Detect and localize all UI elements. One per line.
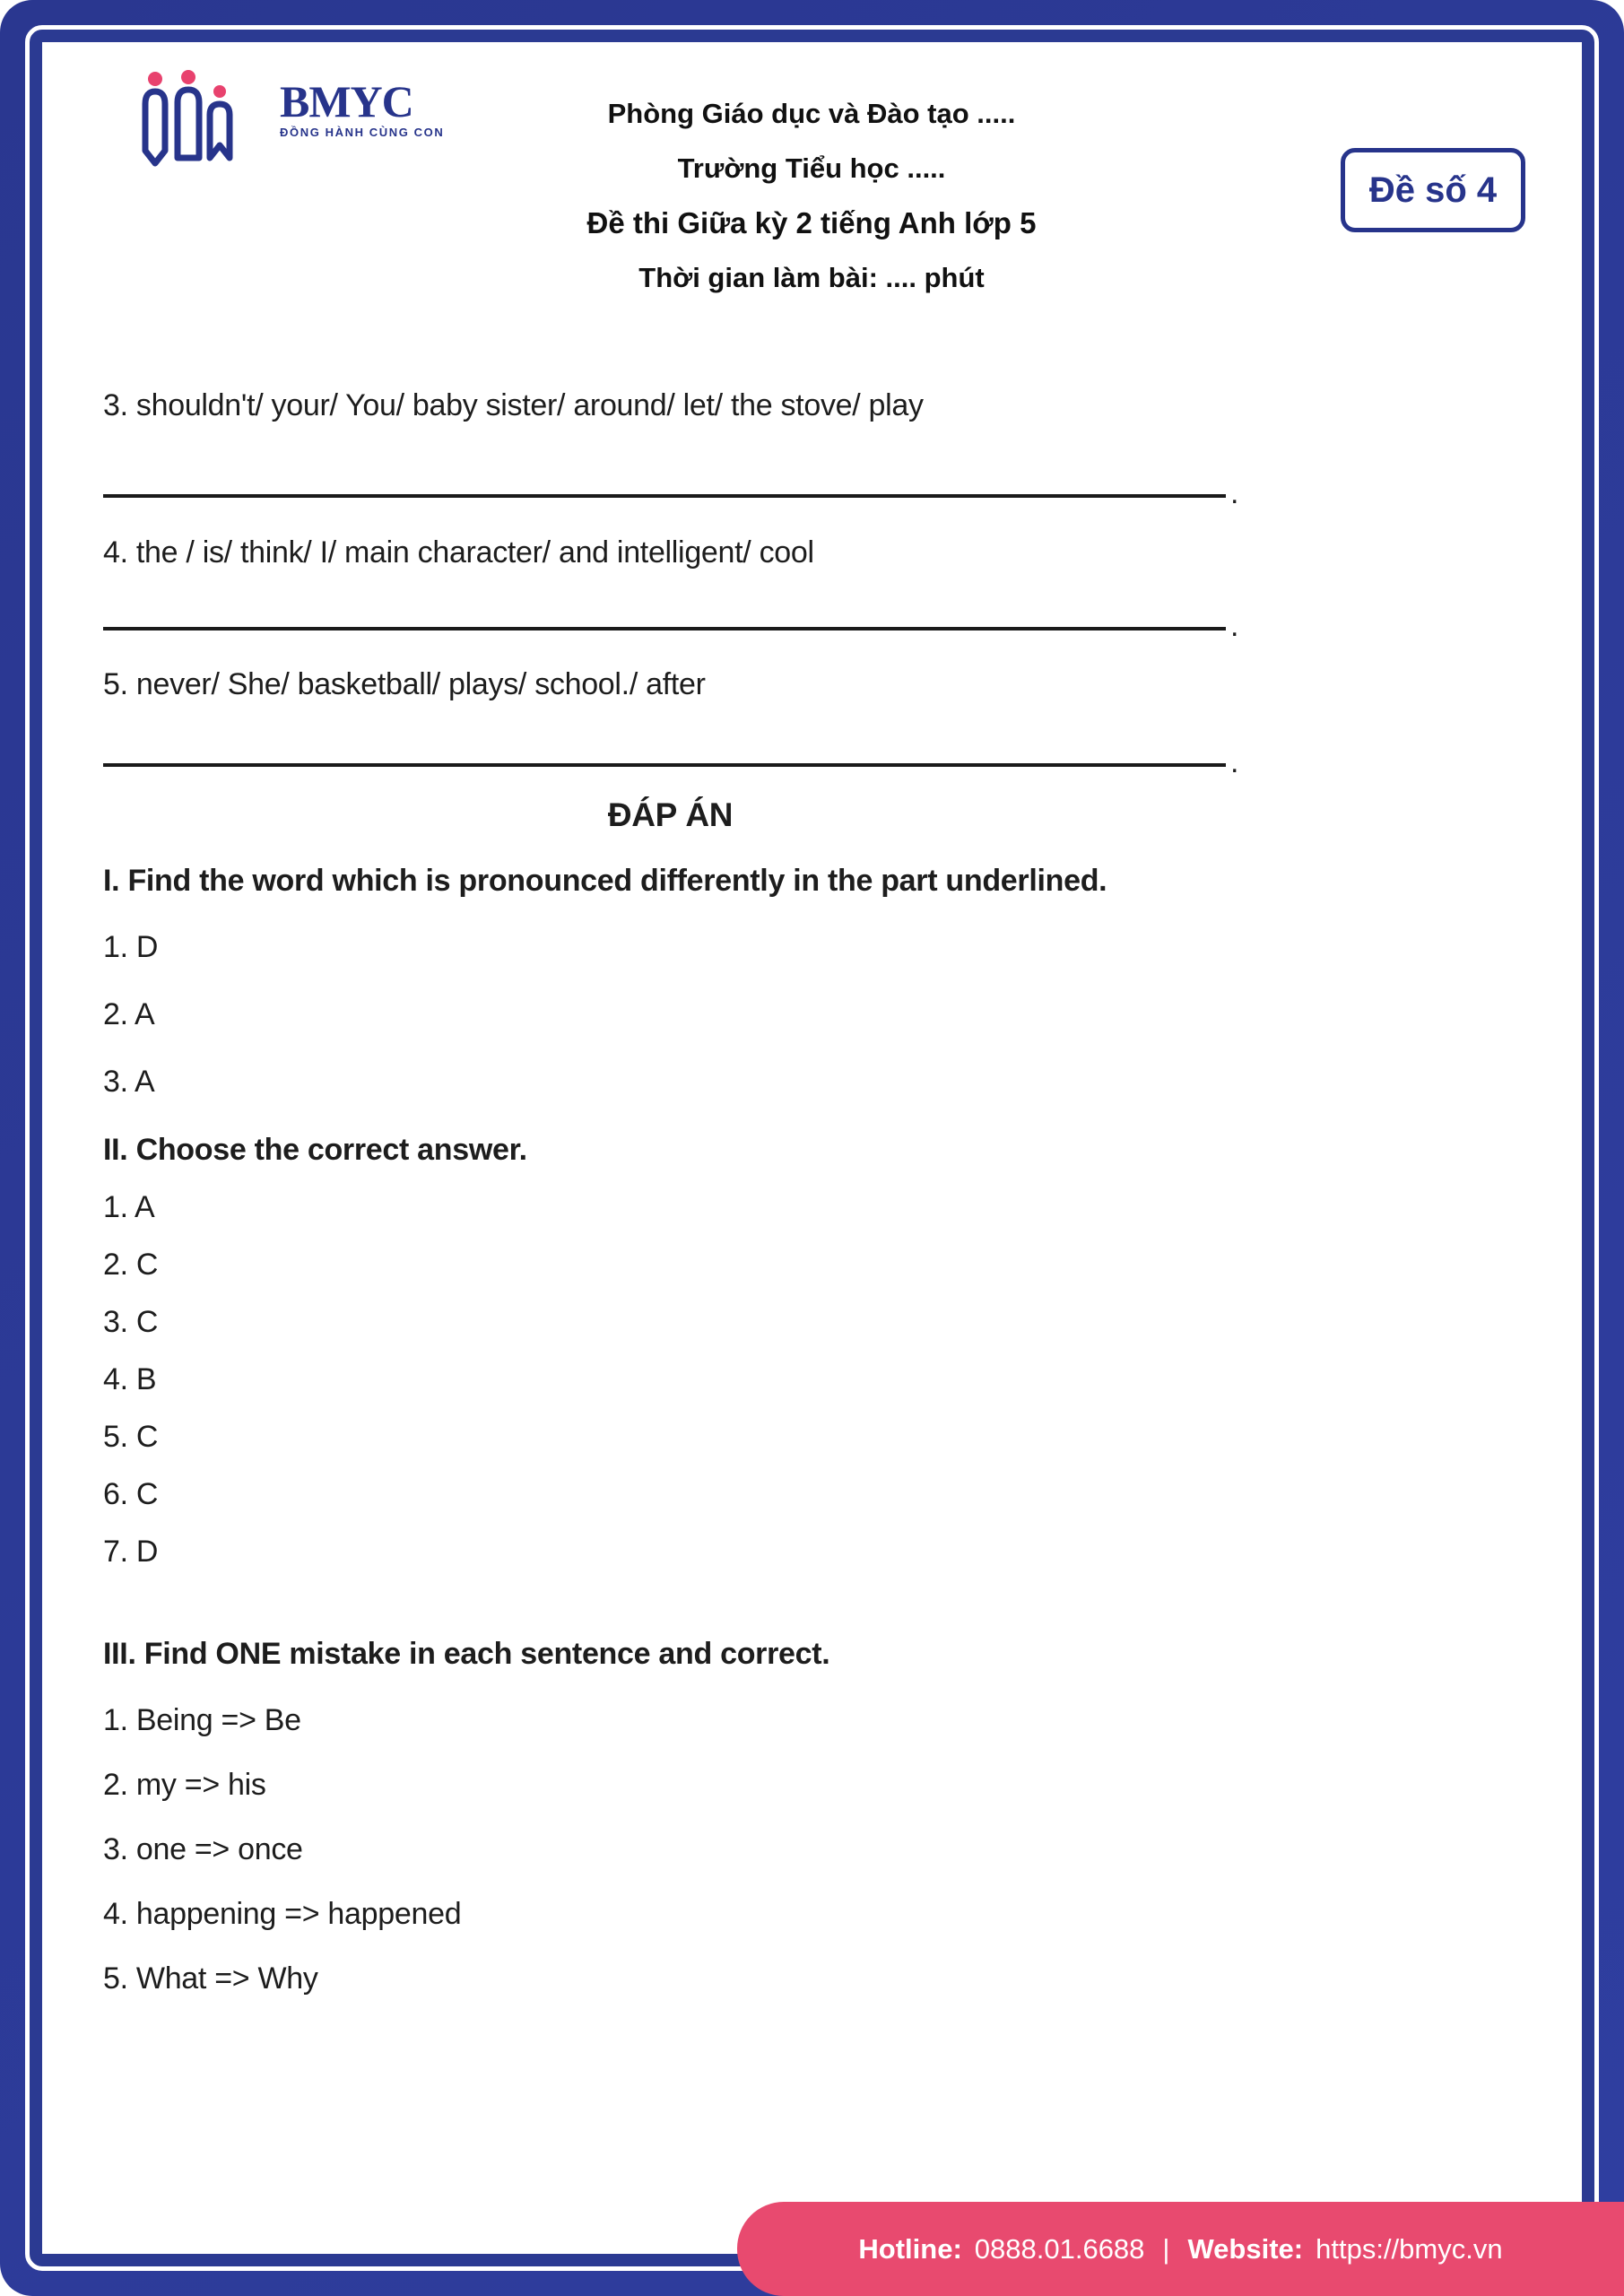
section-heading: II. Choose the correct answer.: [103, 1133, 527, 1167]
website-label: Website:: [1187, 2232, 1304, 2265]
blank-underline: [103, 763, 1226, 767]
blank-period: .: [1230, 745, 1239, 779]
exam-header: [498, 86, 1125, 305]
hotline-label: Hotline:: [858, 2232, 962, 2265]
logo-wordmark: BMYC: [280, 76, 413, 126]
people-pencils-logo-icon: [133, 68, 267, 169]
logo-tagline: ĐỒNG HÀNH CÙNG CON: [280, 126, 445, 139]
answer-blank-line: [103, 745, 1391, 779]
section-heading: III. Find ONE mistake in each sentence and correct.: [103, 1637, 830, 1671]
exam-title: Đề thi Giữa kỳ 2 tiếng Anh lớp 5: [586, 206, 1037, 239]
answer-line: 1. Being => Be: [103, 1703, 301, 1737]
exam-number-label: Đề số 4: [1368, 170, 1498, 210]
question-item: 3. shouldn't/ your/ You/ baby sister/ around/ let/ the stove/ play: [103, 388, 924, 422]
school-line: Trường Tiểu học .....: [677, 152, 946, 184]
website-url: https://bmyc.vn: [1316, 2232, 1503, 2265]
exam-number-badge: [1341, 148, 1525, 232]
footer-contact-bar: [737, 2202, 1624, 2296]
answer-line: 7. D: [103, 1535, 159, 1569]
duration-line: Thời gian làm bài: .... phút: [638, 262, 985, 293]
blank-underline: [103, 627, 1226, 631]
answer-line: 5. What => Why: [103, 1961, 318, 1996]
section-heading: I. Find the word which is pronounced differently in the part underlined.: [103, 864, 1107, 898]
blank-period: .: [1230, 476, 1239, 510]
brand-logo: [133, 68, 444, 169]
answer-blank-line: [103, 609, 1391, 643]
answer-key-title: ĐÁP ÁN: [607, 796, 734, 833]
question-item: 5. never/ She/ basketball/ plays/ school./ after: [103, 667, 706, 701]
answer-line: 3. C: [103, 1305, 159, 1339]
answer-line: 2. my => his: [103, 1768, 266, 1802]
blank-period: .: [1230, 609, 1239, 643]
hotline-number: 0888.01.6688: [974, 2232, 1145, 2265]
answer-line: 4. happening => happened: [103, 1897, 462, 1931]
answer-line: 3. one => once: [103, 1832, 303, 1866]
answer-line: 3. A: [103, 1065, 155, 1099]
exam-body: [103, 386, 1391, 1998]
answer-line: 1. D: [103, 930, 159, 964]
question-item: 4. the / is/ think/ I/ main character/ and intelligent/ cool: [103, 535, 814, 570]
blank-underline: [103, 494, 1226, 498]
answer-line: 1. A: [103, 1190, 155, 1224]
footer-separator: |: [1162, 2232, 1170, 2265]
department-line: Phòng Giáo dục và Đào tạo .....: [607, 98, 1016, 129]
answer-line: 2. A: [103, 997, 155, 1031]
answer-line: 6. C: [103, 1477, 159, 1511]
answer-line: 2. C: [103, 1248, 159, 1282]
answer-line: 5. C: [103, 1420, 159, 1454]
answer-blank-line: [103, 476, 1391, 510]
answer-line: 4. B: [103, 1362, 157, 1396]
